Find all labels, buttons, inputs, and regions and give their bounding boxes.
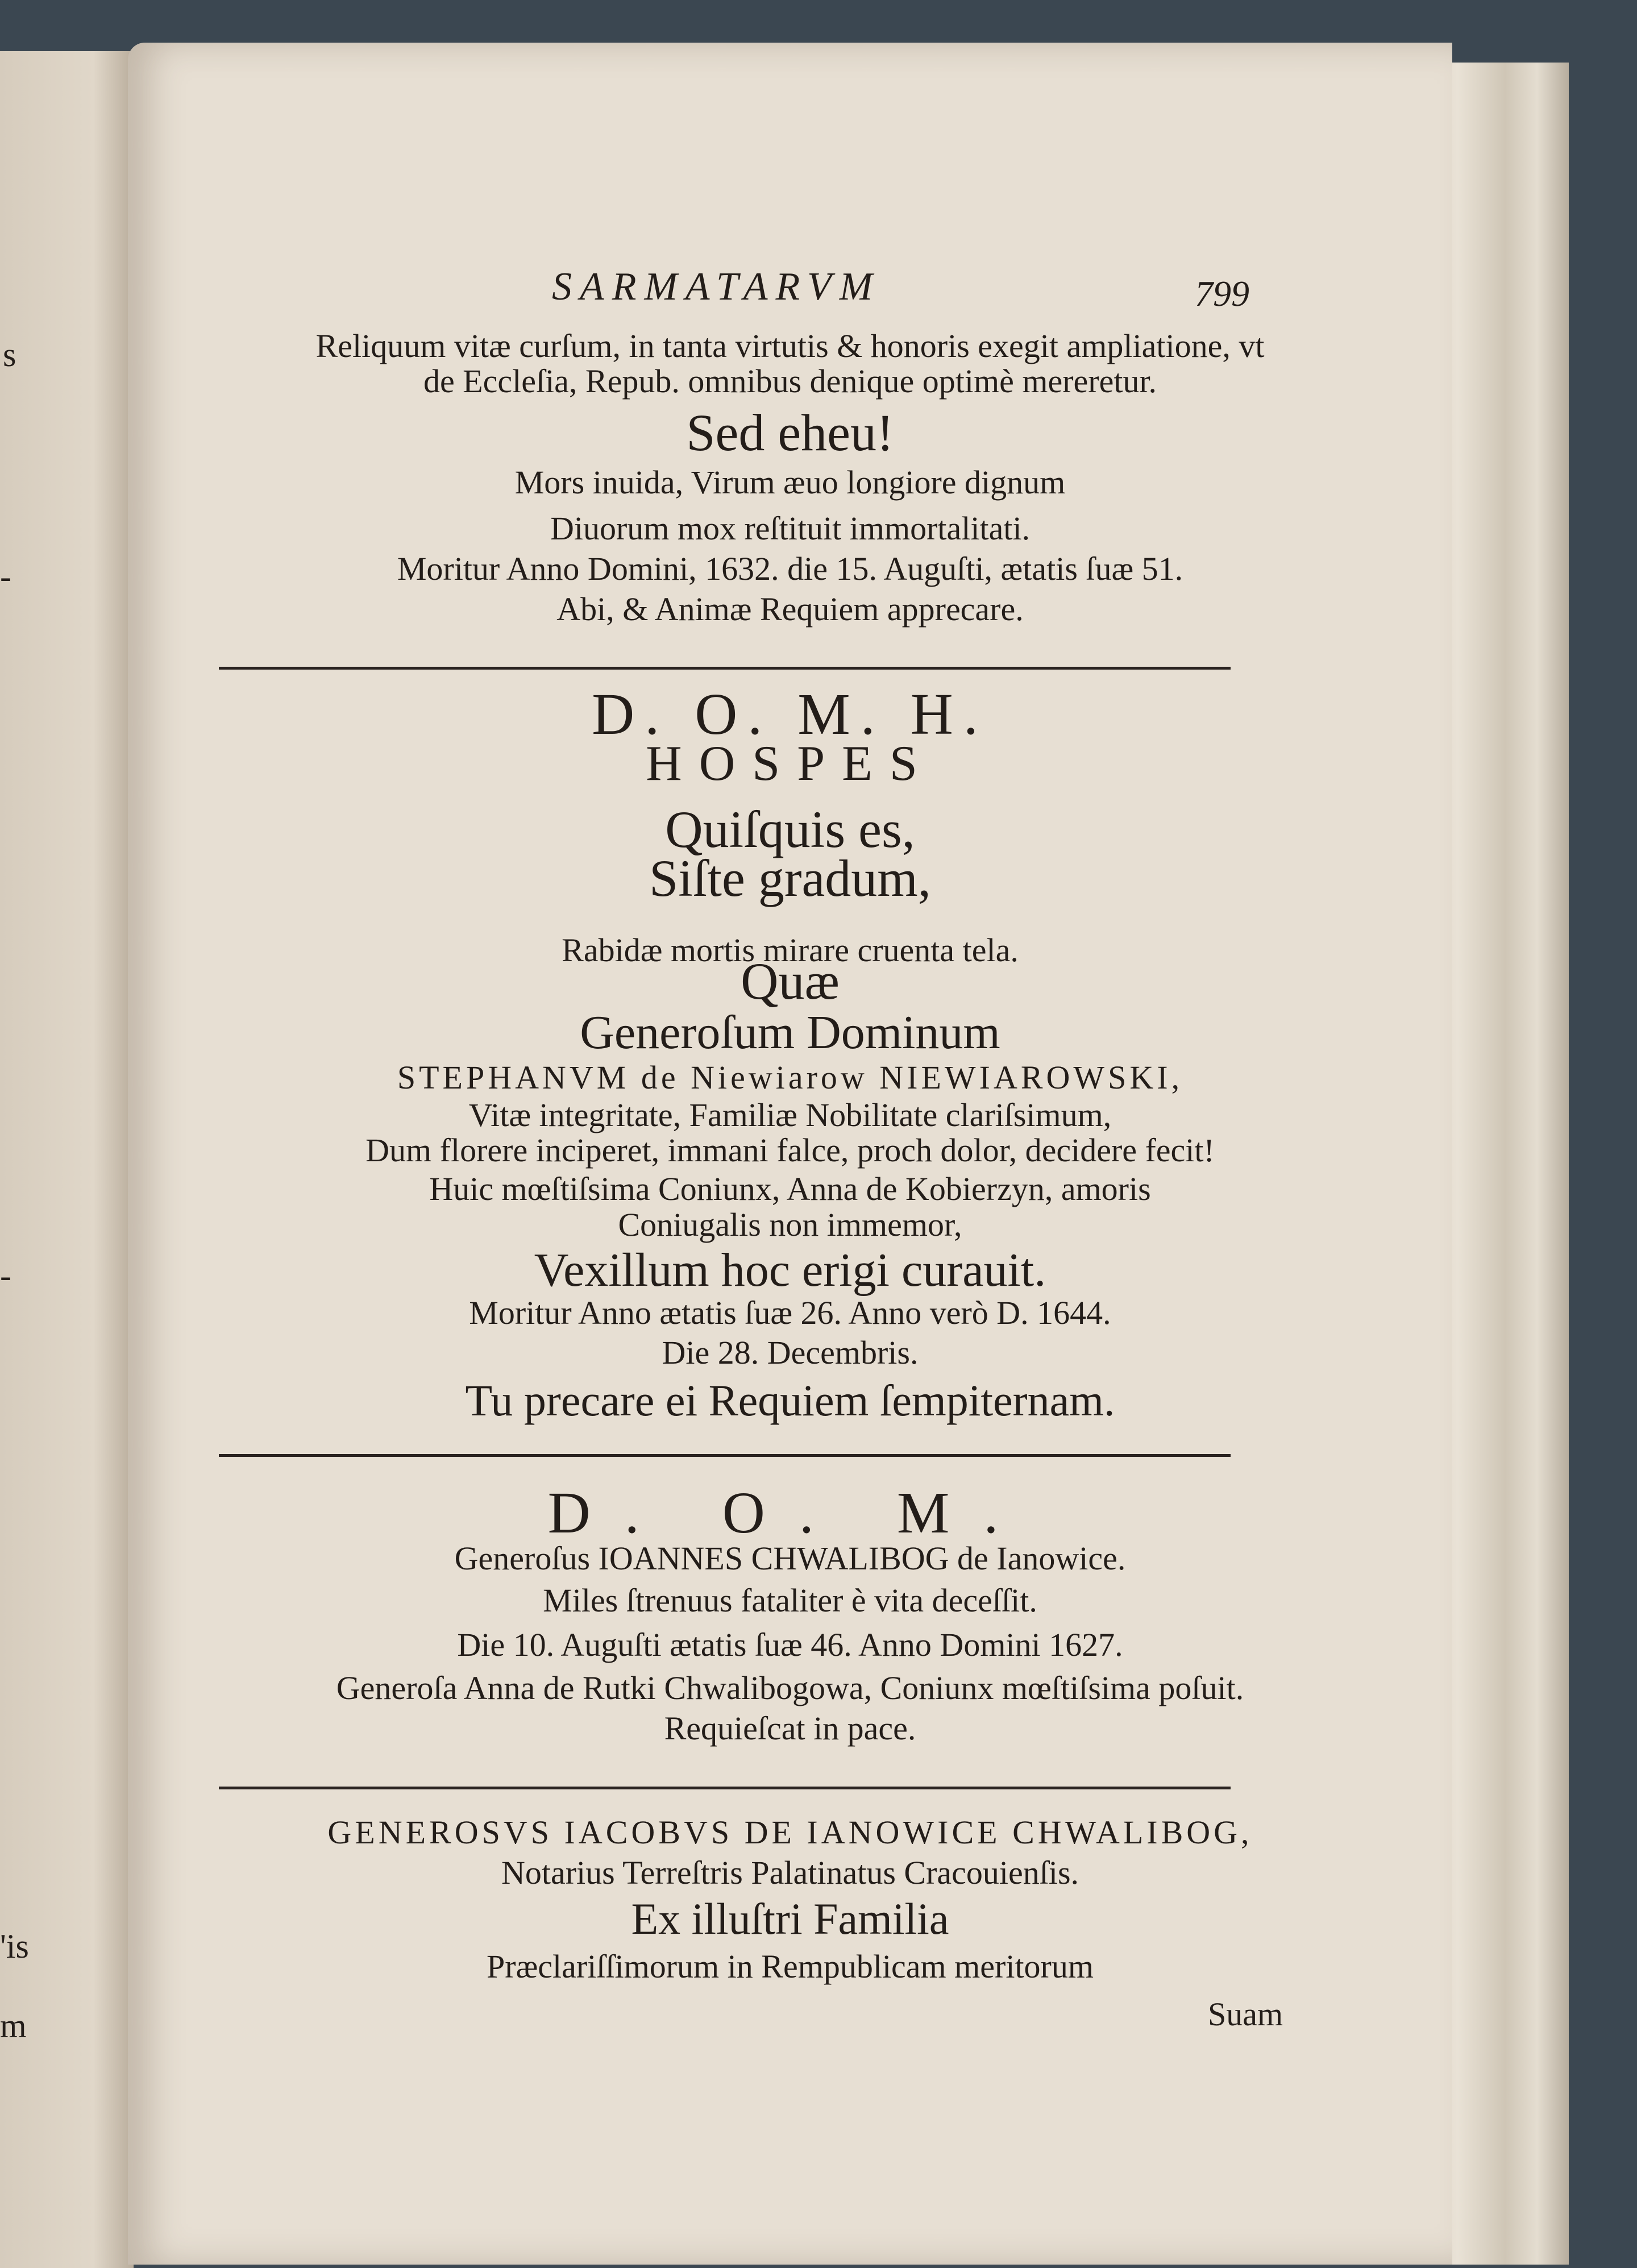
heading: Ex illuſtri Familia [631, 1894, 949, 1943]
left-page-fragment: 'is [0, 1928, 29, 1965]
text-line: Mors inuida, Virum æuo longiore dignum [514, 464, 1066, 501]
text-line: Die 10. Auguſti ætatis ſuæ 46. Anno Domini 1627. [457, 1626, 1123, 1663]
heading: D. O. M. [547, 1480, 1033, 1546]
heading: Generoſum Dominum [580, 1006, 1000, 1059]
running-title: SARMATARVM [551, 265, 881, 309]
text-line: Huic mœſtiſsima Coniunx, Anna de Kobierzyn, amoris [429, 1170, 1151, 1207]
heading: Siſte gradum, [649, 849, 931, 907]
left-page-fragment: - [0, 1257, 11, 1294]
text-line: Generoſus IOANNES CHWALIBOG de Ianowice. [454, 1540, 1126, 1577]
text-line: Abi, & Animæ Requiem apprecare. [556, 591, 1024, 628]
text-line: Reliquum vitæ curſum, in tanta virtutis & honoris exegit ampliatione, vt [315, 327, 1265, 364]
divider [219, 1454, 1231, 1457]
text-line: de Eccleſia, Repub. omnibus denique optimè mereretur. [423, 363, 1157, 400]
text-line: Moritur Anno ætatis ſuæ 26. Anno verò D. 1644. [469, 1294, 1111, 1331]
text-line: Moritur Anno Domini, 1632. die 15. Auguſti, ætatis ſuæ 51. [397, 550, 1183, 587]
catchword: Suam [1208, 1996, 1283, 2033]
text-line: Notarius Terreſtris Palatinatus Cracouienſis. [501, 1854, 1079, 1891]
heading: D. O. M. H. [592, 682, 988, 747]
text-line: STEPHANVM de Niewiarow NIEWIAROWSKI, [397, 1059, 1183, 1096]
left-page-fragment: s [3, 336, 16, 373]
text-line: Rabidæ mortis mirare cruenta tela. [562, 932, 1019, 969]
heading: Sed eheu! [686, 404, 894, 462]
left-page-fragment: - [0, 558, 11, 595]
text-line: Die 28. Decembris. [662, 1334, 919, 1371]
heading: Quæ [741, 952, 840, 1010]
book-page [128, 43, 1452, 2265]
text-line: Generoſa Anna de Rutki Chwalibogowa, Coniunx mœſtiſsima poſuit. [336, 1669, 1244, 1706]
left-page-fragment: m [0, 2007, 27, 2045]
divider [219, 667, 1231, 670]
text-line: Diuorum mox reſtituit immortalitati. [550, 510, 1031, 547]
divider [219, 1787, 1231, 1789]
heading: HOSPES [646, 736, 934, 791]
heading: Tu precare ei Requiem ſempiternam. [465, 1376, 1115, 1425]
heading: Quiſquis es, [665, 800, 915, 858]
text-line: Coniugalis non immemor, [618, 1206, 962, 1243]
text-line: GENEROSVS IACOBVS DE IANOWICE CHWALIBOG, [327, 1814, 1253, 1851]
text-line: Requieſcat in pace. [664, 1710, 916, 1747]
text-line: Vitæ integritate, Familiæ Nobilitate clariſsimum, [468, 1096, 1112, 1133]
heading: Vexillum hoc erigi curauit. [534, 1244, 1046, 1297]
text-line: Præclariſſimorum in Rempublicam meritorum [487, 1948, 1094, 1985]
left-page [0, 51, 134, 2268]
page-number: 799 [1195, 273, 1249, 314]
text-line: Miles ſtrenuus fataliter è vita deceſſit. [543, 1582, 1037, 1619]
text-line: Dum florere inciperet, immani falce, proch dolor, decidere fecit! [365, 1132, 1215, 1169]
